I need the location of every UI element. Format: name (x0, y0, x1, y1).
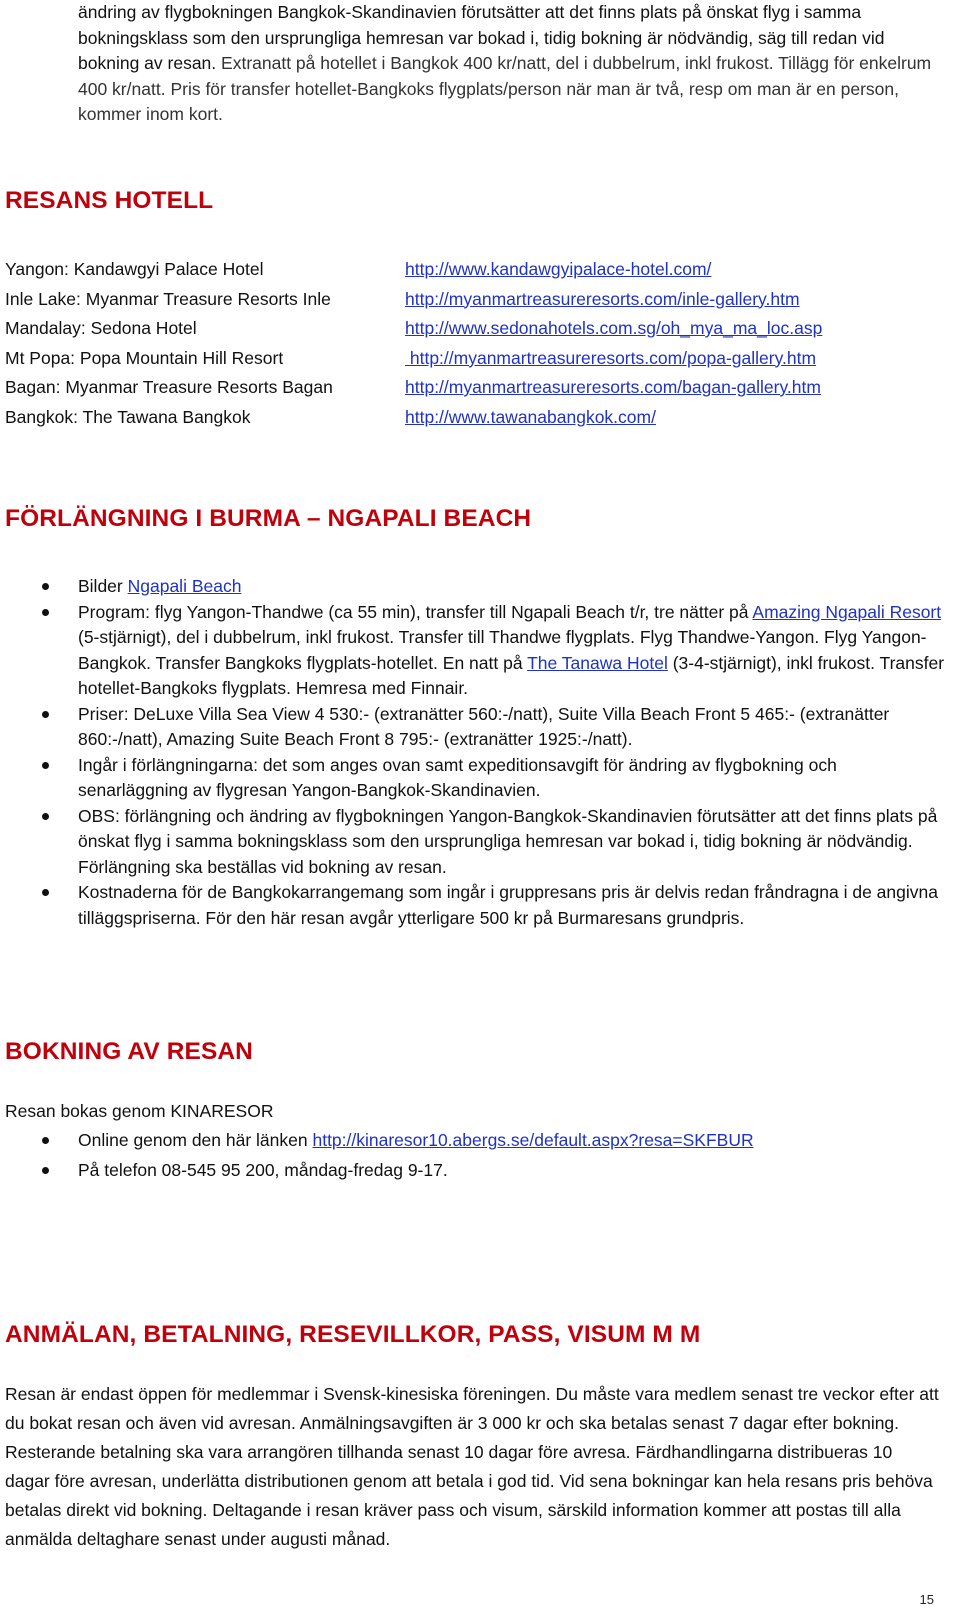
intro-line-1: ändring av flygbokningen Bangkok-Skandinavien förutsätter att det finns plats på önskat flyg i samma bokningsklass som den ursprungliga hemresan var bokad i, tidig bokning är nödvändig, säg till redan vid bokning av resan. (78, 2, 885, 73)
extension-list (0, 574, 945, 931)
tanawa-hotel-link[interactable]: The Tanawa Hotel (527, 652, 668, 673)
list-item (0, 1128, 945, 1154)
booking-intro: Resan bokas genom KINARESOR (5, 1101, 274, 1121)
booking-heading: BOKNING AV RESAN (5, 1038, 253, 1065)
list-item (0, 753, 945, 804)
hotel-name: Yangon: Kandawgyi Palace Hotel (5, 259, 264, 279)
list-item (0, 702, 945, 753)
intro-paragraph (78, 0, 948, 128)
hotel-row (5, 285, 945, 315)
hotel-row (5, 403, 945, 433)
hotel-row (5, 314, 945, 344)
hotel-link[interactable]: http://www.tawanabangkok.com/ (405, 406, 656, 427)
hotel-link[interactable]: http://myanmartreasureresorts.com/popa-gallery.htm (405, 347, 817, 368)
amazing-ngapali-resort-link[interactable]: Amazing Ngapali Resort (752, 601, 942, 622)
bullet-icon (42, 762, 49, 769)
bullet-text: (5-stjärnigt), del i dubbelrum, inkl frukost. Transfer till Thandwe flygplats. Flyg Thandwe-Yangon. Flyg Yangon-Bangkok. Transfer Bangkoks flygplats-hotellet. En natt på (78, 627, 927, 673)
bullet-icon (42, 889, 49, 896)
bullet-text: Program: flyg Yangon-Thandwe (ca 55 min), transfer till Ngapali Beach t/r, tre nätter på (78, 601, 753, 622)
terms-paragraph: Resan är endast öppen för medlemmar i Svensk-kinesiska föreningen. Du måste vara medlem senast tre veckor efter att du bokat resan och även vid avresan. Anmälningsavgiften är 3 000 kr och ska betalas senast 7 dagar efter bokning. Resterande betalning ska vara arrangören tillhanda senast 10 dagar före avresa. Färdhandlingarna distribueras 10 dagar före avresan, underlätta distributionen genom att betala i god tid. Vid sena bokningar kan hela resans pris behöva betalas direkt vid bokning. Deltagande i resan kräver pass och visum, särskild information kommer att postas till alla anmälda deltaghare senast under augusti månad. (5, 1384, 939, 1549)
bullet-text: (3-4-stjärnigt), inkl frukost. Transfer hotellet-Bangkoks flygplats. Hemresa med Finnair. (78, 652, 945, 698)
bullet-text: Bilder (78, 576, 128, 596)
hotel-name: Inle Lake: Myanmar Treasure Resorts Inle (5, 288, 331, 309)
list-item (0, 1158, 945, 1184)
bullet-icon (42, 1137, 49, 1144)
booking-link[interactable]: http://kinaresor10.abergs.se/default.aspx?resa=SKFBUR (312, 1130, 754, 1150)
bullet-text: OBS: förlängning och ändring av flygbokningen Yangon-Bangkok-Skandinavien förutsätter att det finns plats på önskat flyg i samma bokningsklass som den ursprungliga hemresan var bokad i, tidig bokning är nödvändig. Förlängning ska beställas vid bokning av resan. (78, 805, 938, 877)
bullet-text: Ingår i förlängningarna: det som anges ovan samt expeditionsavgift för ändring av flygbokning och senarläggning av flygresan Yangon-Bangkok-Skandinavien. (78, 754, 837, 800)
ngapali-beach-link[interactable]: Ngapali Beach (127, 576, 242, 596)
terms-heading: ANMÄLAN, BETALNING, RESEVILLKOR, PASS, VISUM M M (5, 1321, 701, 1348)
bullet-text: Kostnaderna för de Bangkokarrangemang som ingår i gruppresans pris är delvis redan fråndragna i de angivna tilläggspriserna. För den här resan avgår ytterligare 500 kr på Burmaresans grundpris. (78, 882, 938, 928)
extension-heading: FÖRLÄNGNING I BURMA – NGAPALI BEACH (5, 505, 532, 532)
bullet-text: Online genom den här länken (78, 1130, 313, 1150)
list-item (0, 804, 945, 881)
hotel-row (5, 373, 945, 403)
intro-line-3: Pris för transfer hotellet-Bangkoks flygplats/person när man är två, resp om man är en person, kommer inom kort. (78, 78, 899, 124)
bullet-icon (42, 609, 49, 616)
hotel-name: Bangkok: The Tawana Bangkok (5, 406, 251, 427)
hotel-name: Mt Popa: Popa Mountain Hill Resort (5, 347, 284, 368)
hotel-row (5, 344, 945, 374)
hotel-link[interactable]: http://www.sedonahotels.com.sg/oh_mya_ma_loc.asp (405, 318, 823, 338)
bullet-icon (42, 711, 49, 718)
hotel-row (5, 255, 945, 285)
booking-list (0, 1128, 945, 1183)
hotels-heading: RESANS HOTELL (5, 187, 214, 214)
hotel-name: Bagan: Myanmar Treasure Resorts Bagan (5, 377, 333, 397)
hotel-link[interactable]: http://myanmartreasureresorts.com/inle-gallery.htm (405, 288, 800, 309)
bullet-text: På telefon 08-545 95 200, måndag-fredag 9-17. (78, 1159, 448, 1180)
bullet-text: Priser: DeLuxe Villa Sea View 4 530:- (extranätter 560:-/natt), Suite Villa Beach Front 5 465:- (extranätter 860:-/natt), Amazing Suite Beach Front 8 795:- (extranätter 1925:-/natt). (78, 703, 890, 749)
hotel-link[interactable]: http://myanmartreasureresorts.com/bagan-gallery.htm (405, 377, 821, 397)
page-number: 15 (919, 1592, 934, 1607)
bullet-icon (42, 583, 49, 590)
list-item (0, 880, 945, 931)
hotel-name: Mandalay: Sedona Hotel (5, 318, 197, 338)
hotels-list (5, 255, 945, 432)
hotel-link[interactable]: http://www.kandawgyipalace-hotel.com/ (405, 259, 712, 279)
intro-line-2: Extranatt på hotellet i Bangkok 400 kr/natt, del i dubbelrum, inkl frukost. Tillägg för enkelrum 400 kr/natt. (78, 53, 932, 99)
bullet-icon (42, 813, 49, 820)
list-item (0, 600, 945, 702)
list-item (0, 574, 945, 600)
bullet-icon (42, 1167, 49, 1174)
